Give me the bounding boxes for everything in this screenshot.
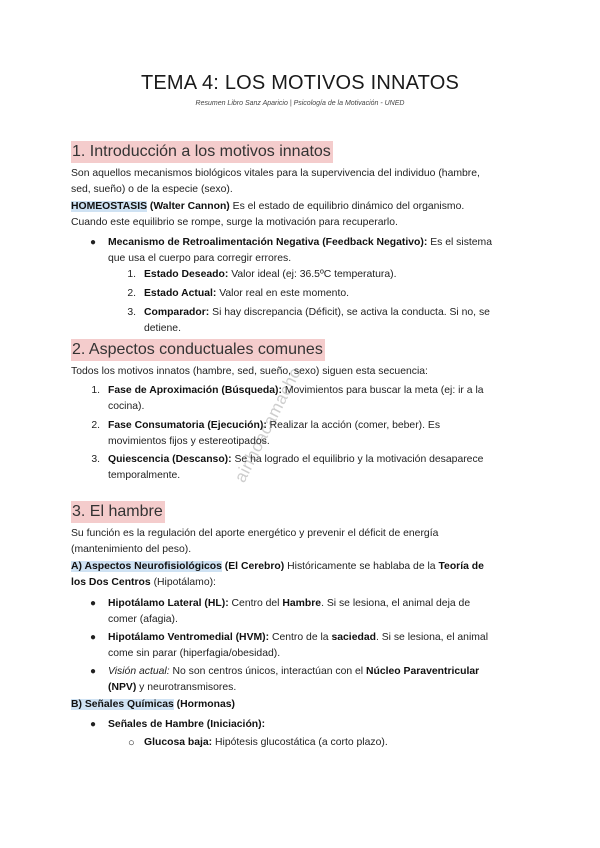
s3-intro-line-1: Su función es la regulación del aporte energético y prevenir el déficit de energía [71, 528, 439, 539]
phase-item-line-2: cocina). [108, 401, 145, 412]
chemical-signals-label: B) Señales Químicas [71, 699, 174, 710]
homeostasis-line-2: Cuando este equilibrio se rompe, surge la motivación para recuperarlo. [71, 217, 398, 228]
step-number: 3. [127, 307, 136, 318]
section-1-heading: 1. Introducción a los motivos innatos [71, 141, 333, 163]
mechanism-line-2: que usa el cuerpo para corregir errores. [108, 253, 292, 264]
homeostasis-text: Es el estado de equilibrio dinámico del organismo. [229, 201, 465, 212]
hypothalamus-item-line-2: come sin parar (hiperfagia/obesidad). [108, 648, 281, 659]
neuro-aspects-line-2: los Dos Centros (Hipotálamo): [71, 577, 216, 588]
hypothalamus-item-line-2: comer (afagia). [108, 614, 178, 625]
phase-item-line-2: temporalmente. [108, 470, 181, 481]
phase-number: 3. [91, 454, 100, 465]
step-number: 2. [127, 288, 136, 299]
bullet-dot: ● [90, 598, 97, 609]
hunger-signals-item: Señales de Hambre (Iniciación): [108, 719, 266, 730]
step-item: Estado Actual: Valor real en este momento. [144, 288, 350, 299]
step-item: Comparador: Si hay discrepancia (Déficit), se activa la conducta. Si no, se [144, 307, 490, 318]
homeostasis-term: HOMEOSTASIS [71, 201, 148, 212]
s1-intro-line-1: Son aquellos mecanismos biológicos vitales para la supervivencia del individuo (hambre, [71, 168, 480, 179]
phase-item: Fase de Aproximación (Búsqueda): Movimientos para buscar la meta (ej: ir a la [108, 385, 484, 396]
bullet-dot: ● [90, 632, 97, 643]
hypothalamus-item: Hipotálamo Lateral (HL): Centro del Hambre. Si se lesiona, el animal deja de [108, 598, 471, 609]
current-view-item-line-2: (NPV) y neurotransmisores. [108, 682, 237, 693]
step-item-line-2: detiene. [144, 323, 181, 334]
step-item: Estado Deseado: Valor ideal (ej: 36.5ºC temperatura). [144, 269, 397, 280]
s2-intro: Todos los motivos innatos (hambre, sed, sueño, sexo) siguen esta secuencia: [71, 366, 428, 377]
mechanism-title: Mecanismo de Retroalimentación Negativa (Feedback Negativo): [108, 237, 428, 248]
section-2-heading: 2. Aspectos conductuales comunes [71, 339, 325, 361]
s3-intro-line-2: (mantenimiento del peso). [71, 544, 192, 555]
bullet-dot: ● [90, 237, 97, 248]
chemical-signals-heading: B) Señales Químicas (Hormonas) [71, 699, 235, 710]
section-3-heading: 3. El hambre [71, 501, 165, 523]
document-subtitle: Resumen Libro Sanz Aparicio | Psicología de la Motivación - UNED [195, 100, 405, 107]
sub-bullet-circle: ○ [128, 737, 135, 749]
glucose-item: Glucosa baja: Hipótesis glucostática (a corto plazo). [144, 737, 388, 748]
bullet-dot: ● [90, 719, 97, 730]
phase-item-line-2: movimientos fijos y estereotipados. [108, 436, 270, 447]
bullet-dot: ● [90, 666, 97, 677]
s1-intro-line-2: sed, sueño) o de la especie (sexo). [71, 184, 233, 195]
watermark: ainhoacamacho [230, 364, 306, 486]
phase-number: 1. [91, 385, 100, 396]
phase-item: Fase Consumatoria (Ejecución): Realizar la acción (comer, beber). Es [108, 420, 441, 431]
mechanism-item [108, 235, 548, 251]
neuro-aspects-label: A) Aspectos Neurofisiológicos [71, 561, 222, 572]
step-number: 1. [127, 269, 136, 280]
current-view-item: Visión actual: No son centros únicos, interactúan con el Núcleo Paraventricular [108, 666, 480, 677]
hypothalamus-item: Hipotálamo Ventromedial (HVM): Centro de la saciedad. Si se lesiona, el animal [108, 632, 488, 643]
homeostasis-paragraph [71, 199, 526, 215]
homeostasis-author: (Walter Cannon) [147, 201, 230, 212]
phase-number: 2. [91, 420, 100, 431]
phase-item: Quiescencia (Descanso): Se ha logrado el equilibrio y la motivación desaparece [108, 454, 484, 465]
neuro-aspects-paragraph: A) Aspectos Neurofisiológicos (El Cerebro) Históricamente se hablaba de la Teoría de [71, 561, 484, 572]
document-title: TEMA 4: LOS MOTIVOS INNATOS [140, 72, 460, 94]
mechanism-text: Es el sistema [427, 237, 492, 248]
